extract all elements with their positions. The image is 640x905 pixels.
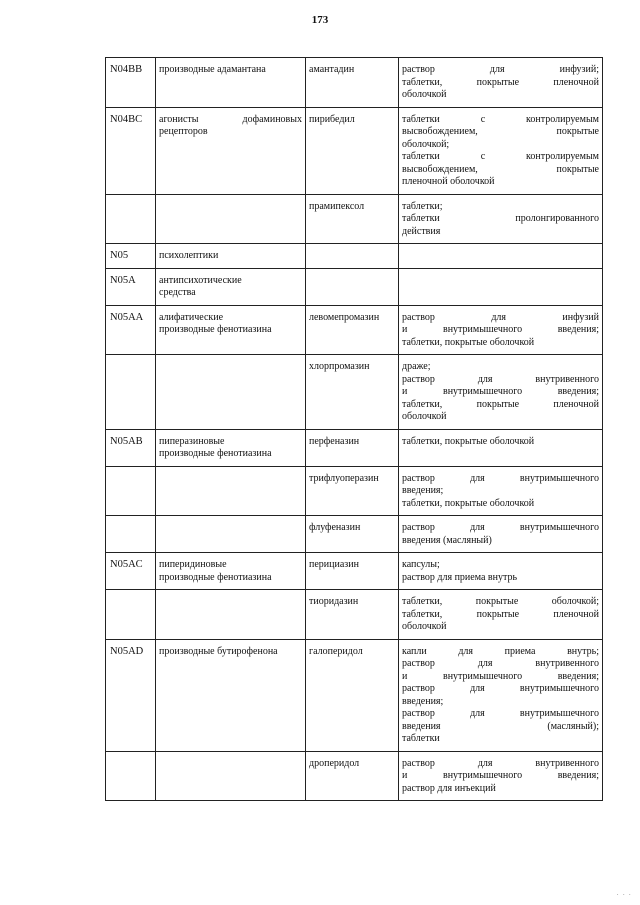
- group-name-line: средства: [159, 287, 196, 298]
- dosage-form-line: раствор для внутримышечного: [402, 472, 599, 484]
- atc-code-cell: N04BB: [106, 58, 156, 108]
- atc-code-cell: N05AD: [106, 639, 156, 751]
- table-row: [106, 751, 603, 801]
- group-name-cell: [156, 107, 306, 194]
- dosage-form-cell: [399, 751, 603, 801]
- drug-table-body: [106, 58, 603, 801]
- group-name-cell: [156, 639, 306, 751]
- group-name-line: производные фенотиазина: [159, 448, 272, 459]
- group-name-cell: [156, 751, 306, 801]
- group-name-cell: [156, 553, 306, 590]
- table-row: [106, 58, 603, 108]
- dosage-form-line: оболочкой;: [402, 138, 450, 150]
- dosage-form-line: раствор для инфузий: [402, 311, 599, 323]
- dosage-form-line: таблетки;: [402, 200, 443, 212]
- table-row: [106, 268, 603, 305]
- dosage-form-cell: [399, 639, 603, 751]
- dosage-form-line: и внутримышечного введения;: [402, 670, 599, 682]
- dosage-form-cell: [399, 305, 603, 355]
- atc-code-cell: N05AB: [106, 429, 156, 466]
- inn-cell: флуфеназин: [306, 516, 399, 553]
- group-name-line: алифатические: [159, 311, 224, 323]
- dosage-form-line: раствор для внутривенного: [402, 757, 599, 769]
- table-row: [106, 194, 603, 244]
- group-name-line: пиперидиновые: [159, 559, 227, 570]
- atc-code-cell: N05AA: [106, 305, 156, 355]
- table-row: [106, 305, 603, 355]
- dosage-form-cell: [399, 429, 603, 466]
- dosage-form-cell: [399, 107, 603, 194]
- dosage-form-line: оболочкой: [402, 621, 447, 632]
- dosage-form-cell: [399, 553, 603, 590]
- dosage-form-line: капли для приема внутрь;: [402, 645, 599, 657]
- dosage-form-line: высвобождением, покрытые: [402, 163, 599, 175]
- group-name-line: агонисты дофаминовых: [159, 113, 302, 125]
- dosage-form-line: введения;: [402, 695, 444, 707]
- group-name-line: антипсихотические: [159, 274, 242, 286]
- group-name-line: производные адамантана: [159, 64, 266, 75]
- group-name-line: пиперазиновые: [159, 435, 225, 447]
- dosage-form-line: таблетки, покрытые оболочкой: [402, 497, 535, 509]
- group-name-cell: [156, 194, 306, 244]
- dosage-form-line: раствор для внутримышечного: [402, 683, 599, 694]
- table-row: [106, 107, 603, 194]
- dosage-form-line: таблетки, покрытые пленочной: [402, 608, 599, 620]
- dosage-form-line: оболочкой: [402, 89, 447, 100]
- group-name-cell: [156, 466, 306, 516]
- dosage-form-line: раствор для внутривенного: [402, 658, 599, 669]
- group-name-cell: [156, 305, 306, 355]
- dosage-form-line: таблетки, покрытые пленочной: [402, 76, 599, 88]
- atc-code-cell: [106, 194, 156, 244]
- inn-cell: перициазин: [306, 553, 399, 590]
- dosage-form-cell: [399, 516, 603, 553]
- dosage-form-line: введения;: [402, 485, 444, 496]
- atc-code-cell: N05A: [106, 268, 156, 305]
- inn-cell: галоперидол: [306, 639, 399, 751]
- group-name-cell: [156, 429, 306, 466]
- dosage-form-cell: [399, 244, 603, 269]
- table-row: [106, 639, 603, 751]
- dosage-form-line: раствор для приема внутрь: [402, 571, 518, 583]
- atc-code-cell: [106, 590, 156, 640]
- table-row: [106, 466, 603, 516]
- dosage-form-line: драже;: [402, 361, 431, 372]
- dosage-form-cell: [399, 268, 603, 305]
- inn-cell: левомепромазин: [306, 305, 399, 355]
- dosage-form-line: и внутримышечного введения;: [402, 386, 599, 397]
- dosage-form-line: введения (масляный);: [402, 720, 599, 732]
- dosage-form-line: таблетки: [402, 733, 440, 744]
- dosage-form-line: таблетки, покрытые оболочкой;: [402, 596, 599, 607]
- dosage-form-line: таблетки с контролируемым: [402, 113, 599, 125]
- group-name-cell: [156, 268, 306, 305]
- inn-cell: дроперидол: [306, 751, 399, 801]
- dosage-form-line: раствор для внутримышечного: [402, 522, 599, 533]
- table-row: [106, 553, 603, 590]
- group-name-cell: [156, 590, 306, 640]
- dosage-form-line: оболочкой: [402, 411, 447, 422]
- dosage-form-cell: [399, 590, 603, 640]
- inn-cell: прамипексол: [306, 194, 399, 244]
- group-name-line: производные бутирофенона: [159, 645, 278, 657]
- dosage-form-line: высвобождением, покрытые: [402, 126, 599, 137]
- dosage-form-line: таблетки с контролируемым: [402, 151, 599, 162]
- dosage-form-line: пленочной оболочкой: [402, 176, 495, 187]
- atc-code-cell: N04BC: [106, 107, 156, 194]
- inn-cell: тиоридазин: [306, 590, 399, 640]
- table-row: [106, 516, 603, 553]
- dosage-form-line: и внутримышечного введения;: [402, 770, 599, 781]
- inn-cell: [306, 244, 399, 269]
- dosage-form-line: введения (масляный): [402, 534, 492, 546]
- group-name-line: производные фенотиазина: [159, 324, 272, 335]
- group-name-line: психолептики: [159, 250, 219, 261]
- group-name-line: производные фенотиазина: [159, 571, 272, 583]
- inn-cell: перфеназин: [306, 429, 399, 466]
- atc-code-cell: [106, 516, 156, 553]
- dosage-form-line: раствор для инфузий;: [402, 64, 599, 75]
- dosage-form-cell: [399, 355, 603, 430]
- dosage-form-line: раствор для внутривенного: [402, 373, 599, 385]
- group-name-cell: [156, 355, 306, 430]
- drug-table: [105, 57, 603, 801]
- atc-code-cell: N05: [106, 244, 156, 269]
- inn-cell: амантадин: [306, 58, 399, 108]
- atc-code-cell: [106, 466, 156, 516]
- group-name-cell: [156, 58, 306, 108]
- table-row: [106, 355, 603, 430]
- atc-code-cell: [106, 751, 156, 801]
- inn-cell: хлорпромазин: [306, 355, 399, 430]
- scan-mark: · · ·: [616, 891, 632, 899]
- dosage-form-line: таблетки, покрытые оболочкой: [402, 336, 535, 348]
- dosage-form-line: действия: [402, 225, 441, 237]
- dosage-form-cell: [399, 194, 603, 244]
- dosage-form-line: раствор для внутримышечного: [402, 708, 599, 719]
- table-row: [106, 429, 603, 466]
- dosage-form-line: капсулы;: [402, 559, 440, 570]
- page-number: 173: [311, 14, 329, 26]
- group-name-line: рецепторов: [159, 126, 208, 137]
- group-name-cell: [156, 244, 306, 269]
- inn-cell: [306, 268, 399, 305]
- dosage-form-line: таблетки, покрытые пленочной: [402, 398, 599, 410]
- table-row: [106, 590, 603, 640]
- inn-cell: пирибедил: [306, 107, 399, 194]
- dosage-form-cell: [399, 466, 603, 516]
- dosage-form-line: таблетки пролонгированного: [402, 213, 599, 224]
- dosage-form-line: и внутримышечного введения;: [402, 324, 599, 335]
- atc-code-cell: N05AC: [106, 553, 156, 590]
- group-name-cell: [156, 516, 306, 553]
- dosage-form-cell: [399, 58, 603, 108]
- dosage-form-line: раствор для инъекций: [402, 782, 496, 794]
- inn-cell: трифлуоперазин: [306, 466, 399, 516]
- atc-code-cell: [106, 355, 156, 430]
- table-row: [106, 244, 603, 269]
- dosage-form-line: таблетки, покрытые оболочкой: [402, 435, 535, 447]
